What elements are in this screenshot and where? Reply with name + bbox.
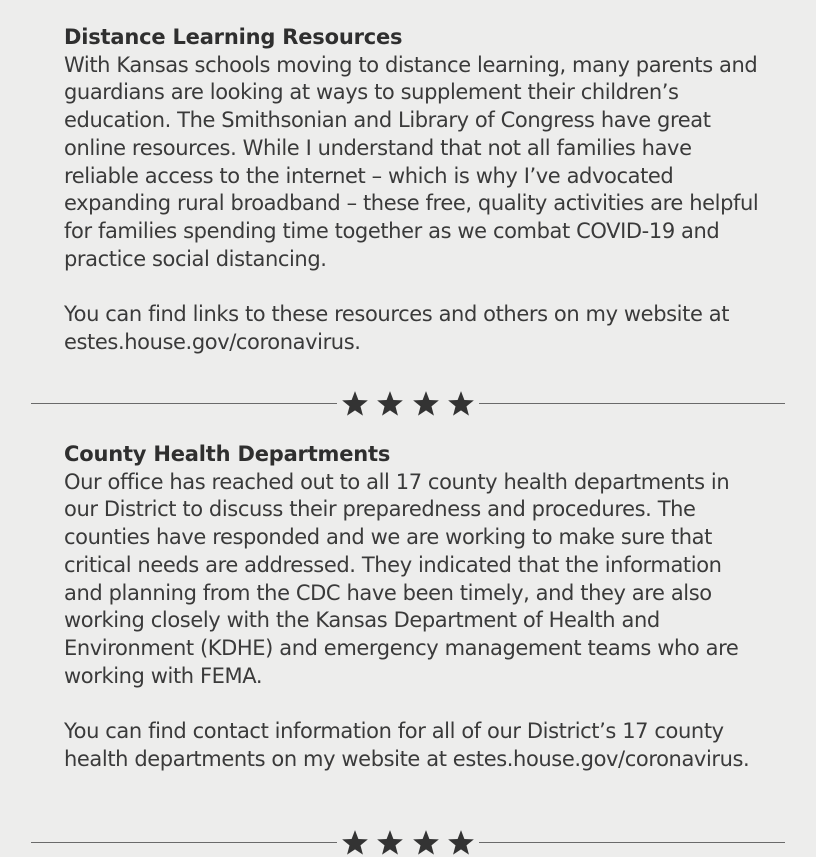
star-icon [376, 828, 404, 856]
star-icon [341, 389, 369, 417]
section-paragraph: Our office has reached out to all 17 county health departments in our District to discuss their preparedness and procedures. The counties have responded and we are working to make sure that critical needs are addressed. They indicated that the information and planning from the CDC have been timely, and they are also working closely with the Kansas Department of Health and Environment (KDHE) and emergency management teams who are working with FEMA. [64, 469, 739, 688]
divider-stars [341, 827, 475, 857]
section-paragraph: You can find contact information for all of our District’s 17 county health departments on my website at estes.house.gov/coronavirus. [64, 719, 750, 771]
section-title: County Health Departments [64, 442, 391, 466]
star-icon [447, 828, 475, 856]
star-icon [376, 389, 404, 417]
star-icon [412, 828, 440, 856]
star-icon [341, 828, 369, 856]
divider-rule-left [31, 842, 337, 843]
divider-rule-right [479, 403, 785, 404]
star-icon [447, 389, 475, 417]
divider-rule-left [31, 403, 337, 404]
star-divider [31, 827, 785, 857]
star-icon [412, 389, 440, 417]
county-health-section [64, 441, 764, 773]
section-paragraph: You can find links to these resources and others on my website at estes.house.gov/coronavirus. [64, 302, 730, 354]
divider-rule-right [479, 842, 785, 843]
distance-learning-section [64, 24, 764, 356]
section-paragraph: With Kansas schools moving to distance learning, many parents and guardians are looking at ways to supplement their children’s education. The Smithsonian and Library of Congress have great online resources. While I understand that not all families have reliable access to the internet – which is why I’ve advocated expanding rural broadband – these free, quality activities are helpful for families spending time together as we combat COVID-19 and practice social distancing. [64, 52, 759, 271]
star-divider [31, 388, 785, 418]
section-title: Distance Learning Resources [64, 25, 403, 49]
divider-stars [341, 388, 475, 418]
